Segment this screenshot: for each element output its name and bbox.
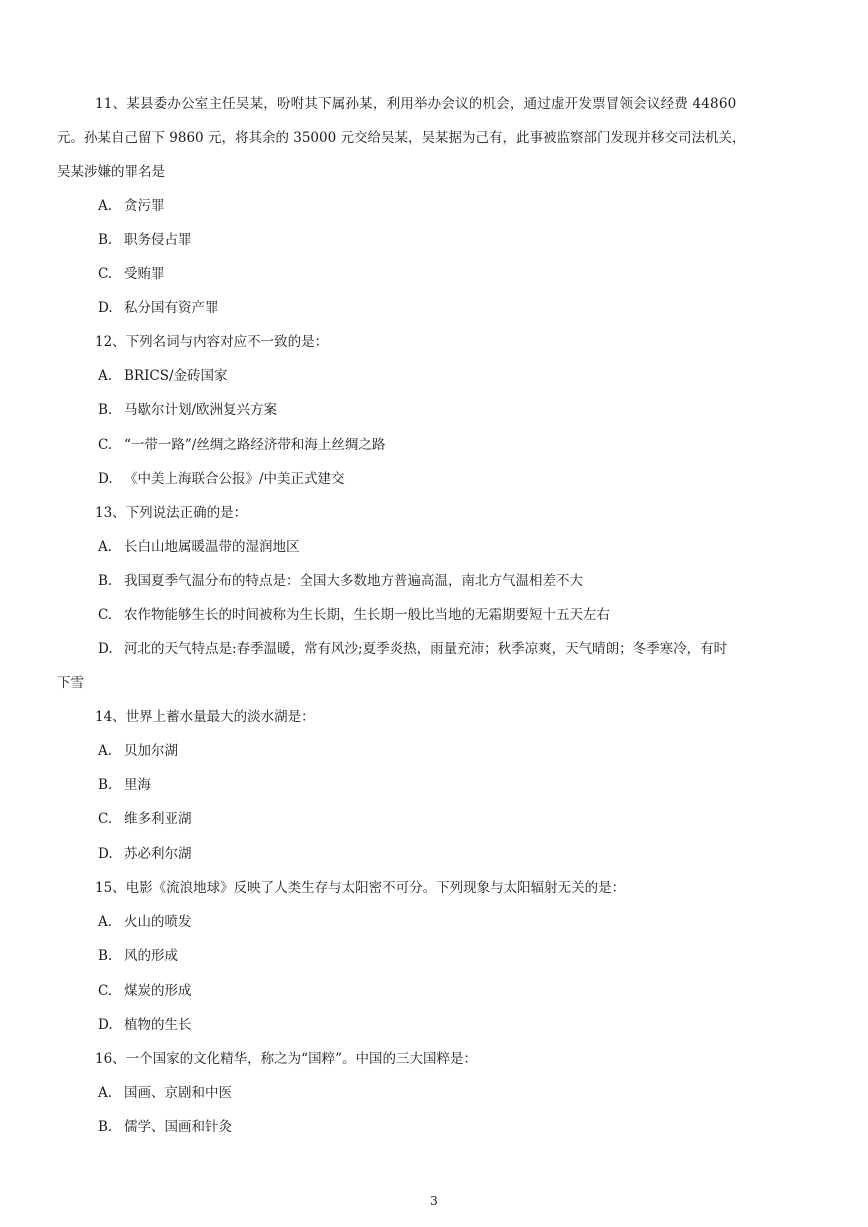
- option-letter: C.: [98, 983, 113, 999]
- option-letter: C.: [98, 811, 113, 827]
- question-14-option-d: [0, 844, 868, 864]
- question-13-stem: 13、下列说法正确的是：: [95, 505, 248, 521]
- option-text: 植物的生长: [124, 1017, 192, 1033]
- option-text: 受贿罪: [124, 266, 165, 282]
- option-letter: B.: [98, 777, 113, 793]
- option-letter: A.: [98, 1085, 113, 1101]
- question-11-line-3: 吴某涉嫌的罪名是: [57, 164, 165, 180]
- option-text: 长白山地属暖温带的湿润地区: [124, 539, 300, 555]
- question-12-option-d: [0, 469, 868, 489]
- option-letter: D.: [98, 1017, 113, 1033]
- option-letter: B.: [98, 1119, 113, 1135]
- option-text: 国画、京剧和中医: [124, 1085, 232, 1101]
- option-text: 贪污罪: [124, 198, 165, 214]
- option-letter: D.: [98, 641, 113, 657]
- question-13-option-d: [0, 639, 868, 659]
- question-13-option-a: [0, 537, 868, 557]
- option-text: 苏必利尔湖: [124, 846, 192, 862]
- question-12-option-a: [0, 366, 868, 386]
- option-text: 煤炭的形成: [124, 983, 192, 999]
- option-letter: B.: [98, 232, 113, 248]
- question-13-option-b: [0, 571, 868, 591]
- option-text: 里海: [124, 777, 151, 793]
- option-letter: A.: [98, 539, 113, 555]
- question-14-option-b: [0, 775, 868, 795]
- option-text: 私分国有资产罪: [124, 300, 219, 316]
- option-letter: C.: [98, 607, 113, 623]
- option-text: 我国夏季气温分布的特点是：全国大多数地方普遍高温，南北方气温相差不大: [124, 573, 583, 589]
- option-text: 风的形成: [124, 948, 178, 964]
- option-letter: A.: [98, 743, 113, 759]
- question-12-stem: 12、下列名词与内容对应不一致的是：: [95, 334, 329, 350]
- option-letter: B.: [98, 573, 113, 589]
- option-letter: A.: [98, 368, 113, 384]
- option-letter: A.: [98, 198, 113, 214]
- question-12-option-c: [0, 435, 868, 455]
- question-13-option-d-continuation: 下雪: [57, 675, 84, 691]
- question-16-option-b: [0, 1117, 868, 1137]
- question-14-option-a: [0, 741, 868, 761]
- option-letter: D.: [98, 471, 113, 487]
- option-letter: D.: [98, 846, 113, 862]
- page-number: 3: [430, 1194, 438, 1208]
- option-letter: C.: [98, 437, 113, 453]
- option-text: 贝加尔湖: [124, 743, 178, 759]
- question-14-stem: 14、世界上蓄水量最大的淡水湖是：: [95, 709, 315, 725]
- option-text: 职务侵占罪: [124, 232, 192, 248]
- option-text: 农作物能够生长的时间被称为生长期，生长期一般比当地的无霜期要短十五天左右: [124, 607, 610, 623]
- question-11-option-d: [0, 298, 868, 318]
- question-15-stem: 15、电影《流浪地球》反映了人类生存与太阳密不可分。下列现象与太阳辐射无关的是：: [95, 880, 626, 896]
- option-letter: B.: [98, 402, 113, 418]
- question-15-option-b: [0, 946, 868, 966]
- option-text: 河北的天气特点是:春季温暖，常有风沙;夏季炎热，雨量充沛；秋季凉爽，天气晴朗；冬季寒冷，有时: [124, 641, 728, 657]
- option-text: “一带一路”/丝绸之路经济带和海上丝绸之路: [124, 437, 386, 453]
- option-text: 马歇尔计划/欧洲复兴方案: [124, 402, 278, 418]
- question-15-option-d: [0, 1015, 868, 1035]
- option-text: BRICS/金砖国家: [124, 368, 228, 384]
- question-15-option-c: [0, 981, 868, 1001]
- option-text: 火山的喷发: [124, 914, 192, 930]
- question-16-option-a: [0, 1083, 868, 1103]
- question-11-option-b: [0, 230, 868, 250]
- question-12-option-b: [0, 400, 868, 420]
- option-text: 维多利亚湖: [124, 811, 192, 827]
- option-letter: C.: [98, 266, 113, 282]
- option-letter: D.: [98, 300, 113, 316]
- question-11-option-a: [0, 196, 868, 216]
- question-14-option-c: [0, 809, 868, 829]
- question-15-option-a: [0, 912, 868, 932]
- question-11-line-2: 元。孙某自己留下 9860 元，将其余的 35000 元交给吴某，吴某据为己有，此事被监察部门发现并移交司法机关，: [57, 130, 746, 146]
- option-text: 《中美上海联合公报》/中美正式建交: [124, 471, 345, 487]
- question-11-option-c: [0, 264, 868, 284]
- question-16-stem: 16、一个国家的文化精华，称之为“国粹”。中国的三大国粹是：: [95, 1051, 477, 1067]
- question-11-line-1: 11、某县委办公室主任吴某，吩咐其下属孙某，利用举办会议的机会，通过虚开发票冒领会议经费 44860: [95, 96, 737, 112]
- option-letter: B.: [98, 948, 113, 964]
- question-13-option-c: [0, 605, 868, 625]
- option-text: 儒学、国画和针灸: [124, 1119, 232, 1135]
- option-letter: A.: [98, 914, 113, 930]
